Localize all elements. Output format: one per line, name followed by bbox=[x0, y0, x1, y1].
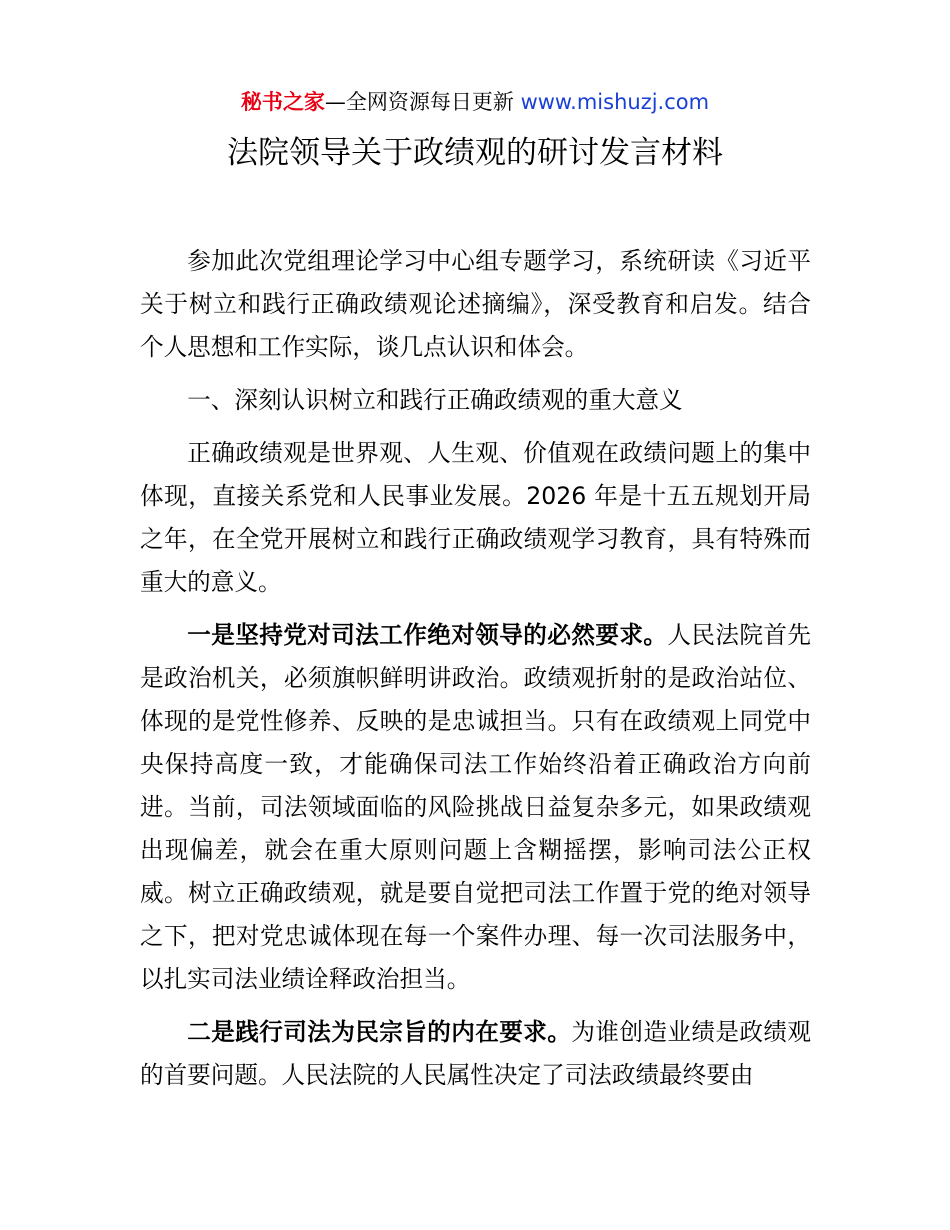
site-header bbox=[0, 88, 950, 116]
point-2-body: 为谁创造业绩是政绩观的首要问题。人民法院的人民属性决定了司法政绩最终要由 bbox=[140, 1018, 811, 1089]
point-1-lead: 一是坚持党对司法工作绝对领导的必然要求。 bbox=[187, 621, 668, 649]
document-title: 法院领导关于政绩观的研讨发言材料 bbox=[227, 135, 723, 171]
brand-name: 秘书之家 bbox=[240, 90, 325, 114]
section-1-paragraph: 正确政绩观是世界观、人生观、价值观在政绩问题上的集中体现，直接关系党和人民事业发展。2026 年是十五五规划开局之年，在全党开展树立和践行正确政绩观学习教育，具有特殊而重大的意义。 bbox=[140, 439, 811, 596]
intro-paragraph: 参加此次党组理论学习中心组专题学习，系统研读《习近平关于树立和践行正确政绩观论述摘编》，深受教育和启发。结合个人思想和工作实际，谈几点认识和体会。 bbox=[140, 247, 811, 361]
document-body bbox=[140, 240, 811, 1097]
point-1-paragraph bbox=[140, 614, 811, 1001]
site-tagline: —全网资源每日更新 bbox=[324, 90, 521, 114]
point-2-paragraph bbox=[140, 1011, 811, 1097]
point-1-body: 人民法院首先是政治机关，必须旗帜鲜明讲政治。政绩观折射的是政治站位、体现的是党性修养、反映的是忠诚担当。只有在政绩观上同党中央保持高度一致，才能确保司法工作始终沿着正确政治方向前进。当前，司法领域面临的风险挑战日益复杂多元，如果政绩观出现偏差，就会在重大原则问题上含糊摇摆，影响司法公正权威。树立正确政绩观，就是要自觉把司法工作置于党的绝对领导之下，把对党忠诚体现在每一个案件办理、每一次司法服务中，以扎实司法业绩诠释政治担当。 bbox=[140, 621, 812, 993]
site-url-link[interactable]: www.mishuzj.com bbox=[520, 90, 710, 114]
section-1-heading: 一、深刻认识树立和践行正确政绩观的重大意义 bbox=[187, 386, 683, 414]
point-2-lead: 二是践行司法为民宗旨的内在要求。 bbox=[187, 1018, 572, 1046]
